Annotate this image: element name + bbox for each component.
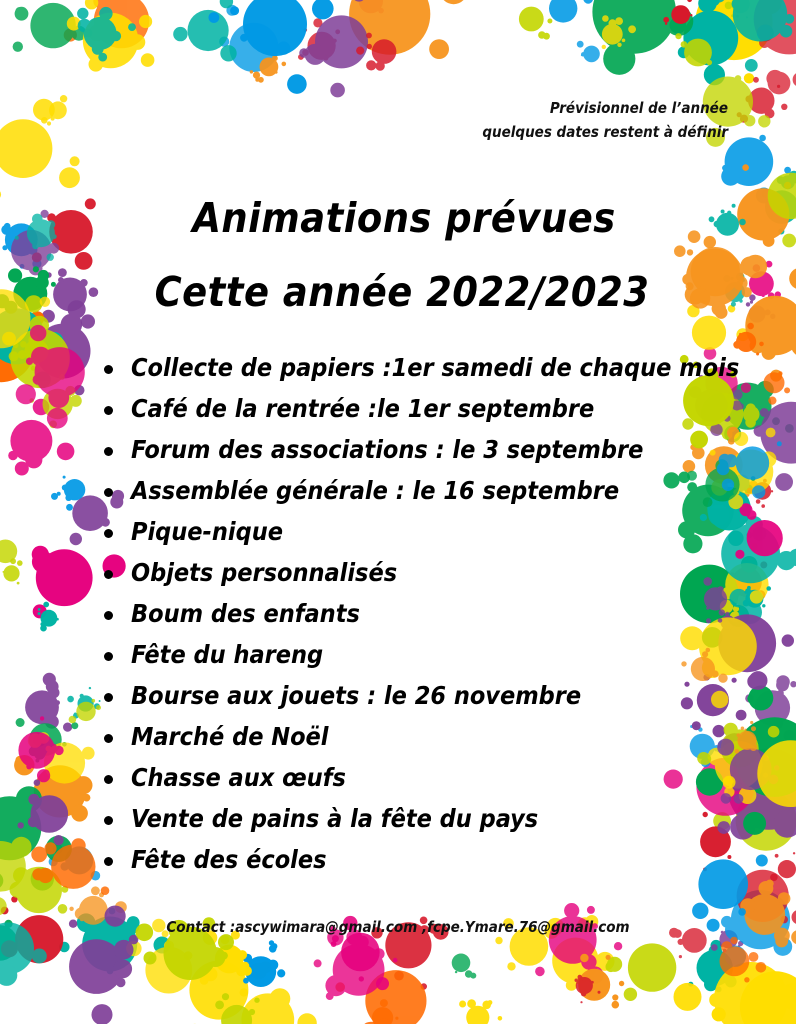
event-label: Pique-nique (131, 517, 283, 546)
page-title-line-2: Cette année 2022/2023 (154, 268, 650, 316)
list-item (104, 798, 739, 839)
bullet-icon (104, 816, 113, 825)
event-label: Chasse aux œufs (131, 763, 346, 792)
list-item (104, 552, 739, 593)
bullet-icon (104, 775, 113, 784)
event-label: Marché de Noël (131, 722, 329, 751)
event-label: Fête des écoles (131, 845, 327, 874)
list-item (104, 675, 739, 716)
bullet-icon (104, 693, 113, 702)
list-item (104, 429, 739, 470)
provisional-note (388, 96, 728, 144)
event-label: Fête du hareng (131, 640, 324, 669)
event-label: Vente de pains à la fête du pays (131, 804, 539, 833)
bullet-icon (104, 652, 113, 661)
event-label: Café de la rentrée :le 1er septembre (131, 394, 595, 423)
bullet-icon (104, 857, 113, 866)
list-item (104, 757, 739, 798)
list-item (104, 716, 739, 757)
provisional-note-line-2: quelques dates restent à définir (482, 123, 728, 141)
contact-line: Contact :ascywimara@gmail.com ,fcpe.Ymare.76@gmail.com (166, 918, 630, 936)
provisional-note-line-1: Prévisionnel de l’année (549, 99, 728, 117)
bullet-icon (104, 734, 113, 743)
bullet-icon (104, 365, 113, 374)
list-item (104, 839, 739, 880)
event-label: Forum des associations : le 3 septembre (131, 435, 644, 464)
list-item (104, 388, 739, 429)
list-item (104, 347, 739, 388)
page-title-line-1: Animations prévues (192, 194, 616, 242)
bullet-icon (104, 529, 113, 538)
bullet-icon (104, 611, 113, 620)
list-item (104, 634, 739, 675)
event-label: Collecte de papiers :1er samedi de chaque mois (131, 353, 740, 382)
event-label: Objets personnalisés (131, 558, 398, 587)
bullet-icon (104, 488, 113, 497)
bullet-icon (104, 406, 113, 415)
bullet-icon (104, 447, 113, 456)
list-item (104, 470, 739, 511)
event-label: Assemblée générale : le 16 septembre (131, 476, 620, 505)
event-label: Boum des enfants (131, 599, 360, 628)
event-label: Bourse aux jouets : le 26 novembre (131, 681, 582, 710)
bullet-icon (104, 570, 113, 579)
list-item (104, 511, 739, 552)
events-list (104, 347, 739, 880)
list-item (104, 593, 739, 634)
